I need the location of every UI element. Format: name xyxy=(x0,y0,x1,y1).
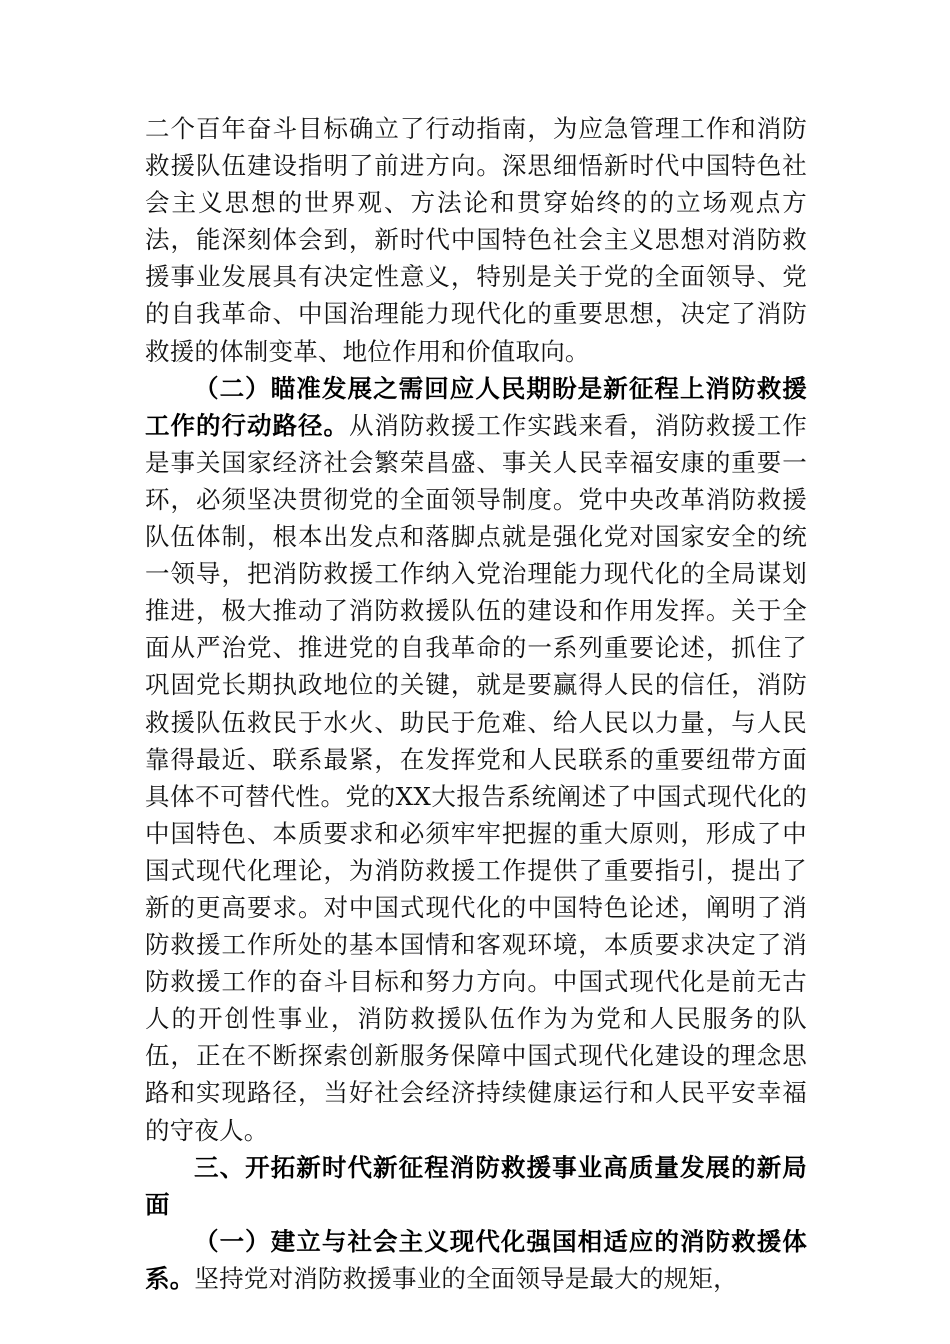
section-heading: 三、开拓新时代新征程消防救援事业高质量发展的新局面 xyxy=(145,1152,807,1219)
paragraph-text: 从消防救援工作实践来看，消防救援工作是事关国家经济社会繁荣昌盛、事关人民幸福安康的重要一环，必须坚决贯彻党的全面领导制度。党中央改革消防救援队伍体制，根本出发点和落脚点就是强化党对国家安全的统一领导，把消防救援工作纳入党治理能力现代化的全局谋划推进，极大推动了消防救援队伍的建设和作用发挥。关于全面从严治党、推进党的自我革命的一系列重要论述，抓住了巩固党长期执政地位的关键，就是要赢得人民的信任，消防救援队伍救民于水火、助民于危难、给人民以力量，与人民靠得最近、联系最紧，在发挥党和人民联系的重要纽带方面具体不可替代性。党的XX大报告系统阐述了中国式现代化的中国特色、本质要求和必须牢牢把握的重大原则，形成了中国式现代化理论，为消防救援工作提供了重要指引，提出了新的更高要求。对中国式现代化的中国特色论述，阐明了消防救援工作所处的基本国情和客观环境，本质要求决定了消防救援工作的奋斗目标和努力方向。中国式现代化是前无古人的开创性事业，消防救援队伍作为为党和人民服务的队伍，正在不断探索创新服务保障中国式现代化建设的理念思路和实现路径，当好社会经济持续健康运行和人民平安幸福的守夜人。 xyxy=(145,410,807,1145)
paragraph-subheading: （二）瞄准发展之需回应人民期盼是新征程上消防救援工作的行动路径。 xyxy=(145,373,807,440)
document-page xyxy=(145,110,807,1297)
body-paragraph xyxy=(145,1223,807,1297)
body-paragraph xyxy=(145,370,807,1149)
paragraph-subheading: （一）建立与社会主义现代化强国相适应的消防救援体系。 xyxy=(145,1226,807,1293)
paragraph-text: 坚持党对消防救援事业的全面领导是最大的规矩， xyxy=(194,1263,738,1293)
body-paragraph: 二个百年奋斗目标确立了行动指南，为应急管理工作和消防救援队伍建设指明了前进方向。深思细悟新时代中国特色社会主义思想的世界观、方法论和贯穿始终的的立场观点方法，能深刻体会到，新时代中国特色社会主义思想对消防救援事业发展具有决定性意义，特别是关于党的全面领导、党的自我革命、中国治理能力现代化的重要思想，决定了消防救援的体制变革、地位作用和价值取向。 xyxy=(145,114,807,366)
